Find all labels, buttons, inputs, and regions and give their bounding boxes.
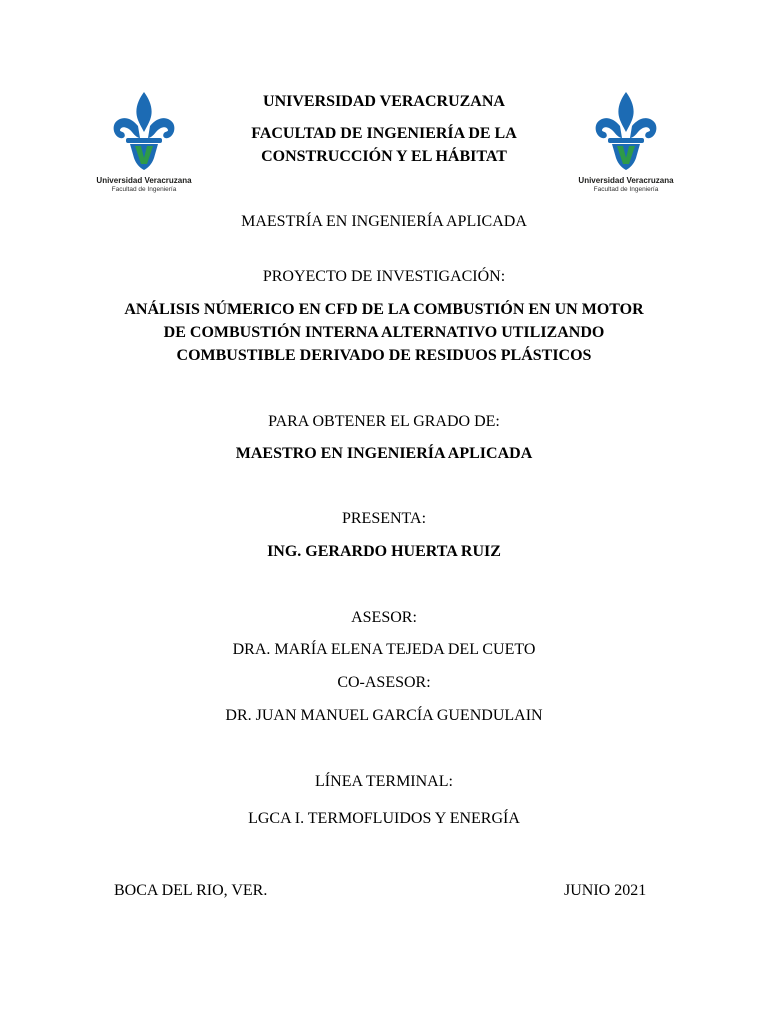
author-name: ING. GERARDO HUERTA RUIZ <box>267 543 501 560</box>
advisor-name: DRA. MARÍA ELENA TEJEDA DEL CUETO <box>232 641 536 658</box>
location: BOCA DEL RIO, VER. <box>114 882 268 899</box>
project-label: PROYECTO DE INVESTIGACIÓN: <box>262 268 506 285</box>
logo-faculty-name: Facultad de Ingeniería <box>593 186 659 193</box>
degree-value: MAESTRO EN INGENIERÍA APLICADA <box>235 445 533 462</box>
faculty-title-line-1: FACULTAD DE INGENIERÍA DE LA <box>251 125 517 142</box>
project-title-line-1: ANÁLISIS NÚMERICO EN CFD DE LA COMBUSTIÓN EN UN MOTOR <box>124 301 644 318</box>
program-name: MAESTRÍA EN INGENIERÍA APLICADA <box>241 213 527 230</box>
coadvisor-label: CO-ASESOR: <box>337 674 431 691</box>
logo-faculty-name: Facultad de Ingeniería <box>111 186 177 193</box>
logo-university-name: Universidad Veracruzana <box>578 176 674 185</box>
date: JUNIO 2021 <box>564 882 647 899</box>
line-terminal-value: LGCA I. TERMOFLUIDOS Y ENERGÍA <box>248 810 520 827</box>
faculty-title-line-2: CONSTRUCCIÓN Y EL HÁBITAT <box>261 148 507 165</box>
line-terminal-label: LÍNEA TERMINAL: <box>315 773 453 790</box>
coadvisor-name: DR. JUAN MANUEL GARCÍA GUENDULAIN <box>225 707 543 724</box>
university-title: UNIVERSIDAD VERACRUZANA <box>263 93 505 110</box>
advisor-label: ASESOR: <box>351 609 417 626</box>
degree-label: PARA OBTENER EL GRADO DE: <box>268 413 500 430</box>
project-title-line-2: DE COMBUSTIÓN INTERNA ALTERNATIVO UTILIZANDO <box>163 324 605 341</box>
logo-university-name: Universidad Veracruzana <box>96 176 192 185</box>
author-label: PRESENTA: <box>341 510 427 527</box>
project-title-line-3: COMBUSTIBLE DERIVADO DE RESIDUOS PLÁSTICOS <box>176 347 592 364</box>
